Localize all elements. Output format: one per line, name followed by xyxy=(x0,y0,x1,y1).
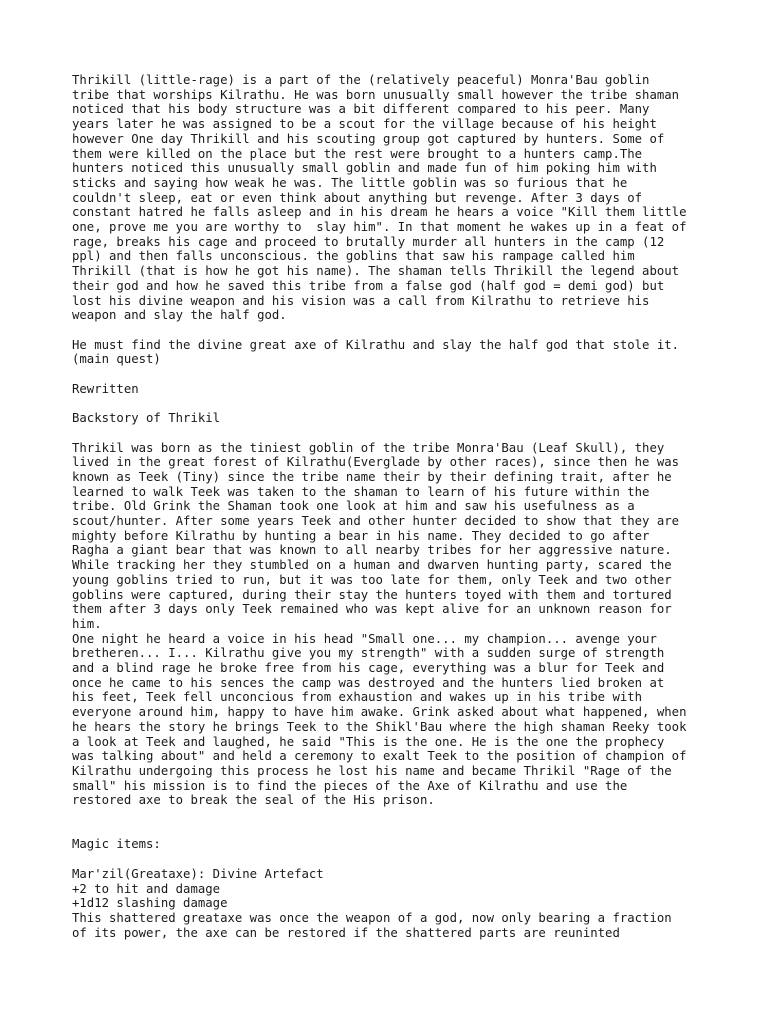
paragraph-gap xyxy=(72,367,732,382)
document-body xyxy=(72,73,732,940)
section-heading-magic-items: Magic items: xyxy=(72,837,161,852)
section-heading-backstory: Backstory of Thrikil xyxy=(72,411,221,426)
paragraph-gap xyxy=(72,808,732,837)
paragraph-gap xyxy=(72,323,732,338)
paragraph-gap xyxy=(72,852,732,867)
paragraph-gap xyxy=(72,396,732,411)
paragraph-rewritten-label: Rewritten xyxy=(72,381,139,396)
paragraph-magic-item-greataxe: Mar'zil(Greataxe): Divine Artefact +2 to hit and damage +1d12 slashing damage This shattered greataxe was once the weapon of a god, now only bearing a fraction of its power, the axe can be restored if the shattered parts are reuninted xyxy=(72,866,672,940)
paragraph-main-quest: He must find the divine great axe of Kilrathu and slay the half god that stole it. (main quest) xyxy=(72,337,680,367)
paragraph-rewritten-backstory: Thrikil was born as the tiniest goblin of the tribe Monra'Bau (Leaf Skull), they lived in the great forest of Kilrathu(Everglade by other races), since then he was known as Teek (Tiny) since the tribe name their by their defining trait, after he learned to walk Teek was taken to the shaman to learn of his future within the tribe. Old Grink the Shaman took one look at him and saw his usefulness as a scout/hunter. After some years Teek and other hunter decided to show that they are mighty before Kilrathu by hunting a bear in his name. They decided to go after Ragha a giant bear that was known to all nearby tribes for her aggressive nature. While tracking her they stumbled on a human and dwarven hunting party, scared the young goblins tried to run, but it was too late for them, only Teek and two other goblins were captured, during their stay the hunters toyed with them and tortured them after 3 days only Teek remained who was kept alive for an unknown reason for him. One night he heard a voice in his head "Small one... my champion... avenge your bretheren... I... Kilrathu give you my strength" with a sudden surge of strength and a blind rage he broke free from his cage, everything was a blur for Teek and once he came to his sences the camp was destroyed and the hunters lied broken at his feet, Teek fell unconcious from exhaustion and wakes up in his tribe with everyone around him, happy to have him awake. Grink asked about what happened, when he hears the story he brings Teek to the Shikl'Bau where the high shaman Reeky took a look at Teek and laughed, he said "This is the one. He is the one the prophecy was talking about" and held a ceremony to exalt Teek to the position of champion of Kilrathu undergoing this process he lost his name and became Thrikil "Rage of the small" his mission is to find the pieces of the Axe of Kilrathu and use the restored axe to break the seal of the His prison. xyxy=(72,440,687,808)
paragraph-original-backstory: Thrikill (little-rage) is a part of the (relatively peaceful) Monra'Bau goblin tribe that worships Kilrathu. He was born unusually small however the tribe shaman noticed that his body structure was a bit different compared to his peer. Many years later he was assigned to be a scout for the village because of his height however One day Thrikill and his scouting group got captured by hunters. Some of them were killed on the place but the rest were brought to a hunters camp.The hunters noticed this unusually small goblin and made fun of him poking him with sticks and saying how weak he was. The little goblin was so furious that he couldn't sleep, eat or even think about anything but revenge. After 3 days of constant hatred he falls asleep and in his dream he hears a voice "Kill them little one, prove me you are worthy to slay him". In that moment he wakes up in a feat of rage, breaks his cage and proceed to brutally murder all hunters in the camp (12 ppl) and then falls unconscious. the goblins that saw his rampage called him Thrikill (that is how he got his name). The shaman tells Thrikill the legend about their god and how he saved this tribe from a false god (half god = demi god) but lost his divine weapon and his vision was a call from Kilrathu to retrieve his weapon and slay the half god. xyxy=(72,73,687,323)
paragraph-gap xyxy=(72,426,732,441)
